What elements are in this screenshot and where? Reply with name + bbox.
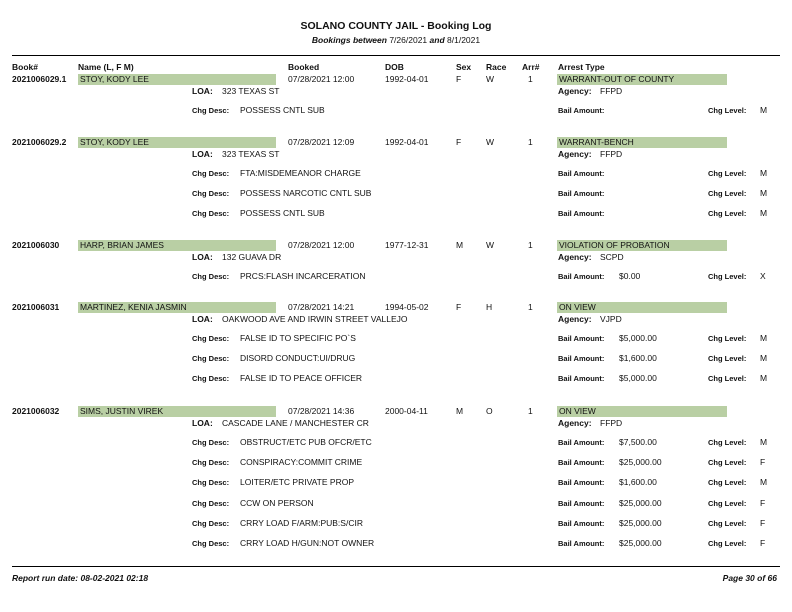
agency-value: FFPD bbox=[600, 149, 623, 159]
loa-label: LOA: bbox=[192, 418, 213, 428]
chg-desc-label: Chg Desc: bbox=[192, 438, 230, 447]
race-value: W bbox=[486, 74, 495, 84]
bail-amount: $1,600.00 bbox=[619, 353, 657, 364]
charge-level: F bbox=[760, 457, 766, 468]
chg-level-label: Chg Level: bbox=[708, 354, 747, 364]
chg-level-label: Chg Level: bbox=[708, 334, 747, 343]
bail-amount: $0.00 bbox=[619, 271, 641, 281]
bail-amount: $5,000.00 bbox=[619, 333, 657, 343]
charge-level: M bbox=[760, 477, 768, 488]
sex-value: F bbox=[456, 302, 462, 312]
col-book: Book# bbox=[12, 62, 38, 72]
bail-amount: $1,600.00 bbox=[619, 477, 657, 488]
bail-amount: $25,000.00 bbox=[619, 517, 662, 528]
inmate-name: STOY, KODY LEE bbox=[80, 137, 149, 147]
booking-number: 2021006029.1 bbox=[12, 74, 67, 84]
charge-description: CRRY LOAD H/GUN:NOT OWNER bbox=[240, 538, 375, 548]
chg-desc-label: Chg Desc: bbox=[192, 272, 230, 281]
subtitle-prefix: Bookings between bbox=[311, 35, 387, 45]
header-divider bbox=[12, 55, 780, 56]
chg-level-label: Chg Level: bbox=[708, 539, 747, 548]
chg-level-label: Chg Level: bbox=[708, 272, 747, 281]
chg-desc-label: Chg Desc: bbox=[192, 458, 230, 468]
charge-description: CRRY LOAD F/ARM:PUB:S/CIR bbox=[240, 517, 363, 528]
agency-label: Agency: bbox=[558, 314, 592, 324]
loa-label: LOA: bbox=[192, 86, 213, 96]
chg-desc-label: Chg Desc: bbox=[192, 334, 230, 343]
arrest-type: VIOLATION OF PROBATION bbox=[559, 240, 670, 250]
chg-desc-label: Chg Desc: bbox=[192, 539, 230, 548]
arrest-type: WARRANT-OUT OF COUNTY bbox=[559, 74, 675, 84]
bail-amount-label: Bail Amount: bbox=[558, 334, 605, 343]
bail-amount-label: Bail Amount: bbox=[558, 539, 605, 548]
chg-level-label: Chg Level: bbox=[708, 518, 747, 528]
bail-amount: $5,000.00 bbox=[619, 373, 657, 384]
chg-desc-label: Chg Desc: bbox=[192, 189, 230, 199]
loa-value: 323 TEXAS ST bbox=[222, 149, 280, 159]
charge-level: M bbox=[760, 353, 768, 364]
charge-description: FALSE ID TO SPECIFIC PO`S bbox=[240, 333, 356, 343]
chg-level-label: Chg Level: bbox=[708, 498, 747, 508]
chg-desc-label: Chg Desc: bbox=[192, 169, 230, 178]
race-value: W bbox=[486, 240, 495, 250]
chg-level-label: Chg Level: bbox=[708, 478, 747, 488]
date-of-birth: 1994-05-02 bbox=[385, 302, 429, 312]
charge-level: M bbox=[760, 105, 768, 115]
booked-datetime: 07/28/2021 12:00 bbox=[288, 240, 355, 250]
chg-desc-label: Chg Desc: bbox=[192, 354, 230, 364]
chg-level-label: Chg Level: bbox=[708, 458, 747, 468]
agency-value: SCPD bbox=[600, 252, 624, 262]
charge-description: POSSESS CNTL SUB bbox=[240, 208, 325, 219]
charge-description: CONSPIRACY:COMMIT CRIME bbox=[240, 457, 363, 468]
charge-description: OBSTRUCT/ETC PUB OFCR/ETC bbox=[240, 437, 372, 447]
charge-level: F bbox=[760, 517, 766, 528]
charge-level: F bbox=[760, 538, 766, 548]
bail-amount-label: Bail Amount: bbox=[558, 458, 605, 468]
col-arr: Arr# bbox=[522, 62, 540, 72]
date-of-birth: 1992-04-01 bbox=[385, 74, 429, 84]
arrest-type: WARRANT-BENCH bbox=[559, 137, 634, 147]
sex-value: F bbox=[456, 137, 462, 147]
col-sex: Sex bbox=[456, 62, 472, 72]
inmate-name: HARP, BRIAN JAMES bbox=[80, 240, 164, 250]
booking-number: 2021006029.2 bbox=[12, 137, 67, 147]
booking-number: 2021006031 bbox=[12, 302, 60, 312]
inmate-name: STOY, KODY LEE bbox=[80, 74, 149, 84]
report-title: SOLANO COUNTY JAIL - Booking Log bbox=[300, 20, 492, 32]
charge-description: FTA:MISDEMEANOR CHARGE bbox=[240, 168, 361, 178]
arrest-type: ON VIEW bbox=[559, 302, 596, 312]
sex-value: M bbox=[456, 406, 464, 416]
charge-level: M bbox=[760, 188, 768, 199]
report-subtitle bbox=[0, 35, 792, 45]
agency-label: Agency: bbox=[558, 149, 592, 159]
chg-desc-label: Chg Desc: bbox=[192, 209, 230, 219]
charge-level: M bbox=[760, 208, 768, 219]
bail-amount-label: Bail Amount: bbox=[558, 438, 605, 447]
booked-datetime: 07/28/2021 14:36 bbox=[288, 406, 355, 416]
booking-number: 2021006032 bbox=[12, 406, 60, 416]
bail-amount-label: Bail Amount: bbox=[558, 518, 605, 528]
charge-description: PRCS:FLASH INCARCERATION bbox=[240, 271, 366, 281]
footer-divider bbox=[12, 566, 780, 567]
inmate-name: MARTINEZ, KENIA JASMIN bbox=[80, 302, 187, 312]
charge-level: F bbox=[760, 497, 766, 508]
loa-label: LOA: bbox=[192, 252, 213, 262]
chg-desc-label: Chg Desc: bbox=[192, 478, 230, 488]
bail-amount: $25,000.00 bbox=[619, 538, 662, 548]
arrest-count: 1 bbox=[528, 406, 533, 416]
charge-description: FALSE ID TO PEACE OFFICER bbox=[240, 373, 363, 384]
chg-desc-label: Chg Desc: bbox=[192, 498, 230, 508]
chg-level-label: Chg Level: bbox=[708, 438, 747, 447]
date-from: 7/26/2021 bbox=[389, 35, 428, 45]
chg-level-label: Chg Level: bbox=[708, 189, 747, 199]
inmate-name: SIMS, JUSTIN VIREK bbox=[80, 406, 164, 416]
chg-level-label: Chg Level: bbox=[708, 209, 747, 219]
col-booked: Booked bbox=[288, 62, 320, 72]
chg-desc-label: Chg Desc: bbox=[192, 518, 230, 528]
race-value: H bbox=[486, 302, 493, 312]
col-arrest-type: Arrest Type bbox=[558, 62, 605, 72]
sex-value: M bbox=[456, 240, 464, 250]
booking-number: 2021006030 bbox=[12, 240, 60, 250]
col-race: Race bbox=[486, 62, 507, 72]
charge-description: CCW ON PERSON bbox=[240, 497, 314, 508]
chg-level-label: Chg Level: bbox=[708, 374, 747, 384]
loa-value: 323 TEXAS ST bbox=[222, 86, 280, 96]
col-dob: DOB bbox=[385, 62, 404, 72]
loa-value: OAKWOOD AVE AND IRWIN STREET VALLEJO bbox=[222, 314, 408, 324]
race-value: W bbox=[486, 137, 495, 147]
agency-value: VJPD bbox=[600, 314, 622, 324]
agency-label: Agency: bbox=[558, 252, 592, 262]
chg-level-label: Chg Level: bbox=[708, 106, 747, 115]
booked-datetime: 07/28/2021 12:09 bbox=[288, 137, 355, 147]
report-run-date: Report run date: 08-02-2021 02:18 bbox=[12, 573, 149, 583]
date-of-birth: 1977-12-31 bbox=[385, 240, 429, 250]
race-value: O bbox=[486, 406, 493, 416]
bail-amount-label: Bail Amount: bbox=[558, 374, 605, 384]
chg-level-label: Chg Level: bbox=[708, 169, 747, 178]
loa-label: LOA: bbox=[192, 314, 213, 324]
bail-amount-label: Bail Amount: bbox=[558, 189, 605, 199]
agency-label: Agency: bbox=[558, 86, 592, 96]
bail-amount-label: Bail Amount: bbox=[558, 272, 605, 281]
arrest-count: 1 bbox=[528, 137, 533, 147]
charge-description: DISORD CONDUCT:UI/DRUG bbox=[240, 353, 356, 364]
charge-level: M bbox=[760, 168, 768, 178]
arrest-count: 1 bbox=[528, 302, 533, 312]
date-of-birth: 1992-04-01 bbox=[385, 137, 429, 147]
col-name: Name (L, F M) bbox=[78, 62, 134, 72]
page-number: Page 30 of 66 bbox=[722, 573, 777, 583]
charge-level: M bbox=[760, 333, 768, 343]
loa-label: LOA: bbox=[192, 149, 213, 159]
booked-datetime: 07/28/2021 14:21 bbox=[288, 302, 355, 312]
charge-level: M bbox=[760, 437, 768, 447]
agency-value: FFPD bbox=[600, 418, 623, 428]
loa-value: 132 GUAVA DR bbox=[222, 252, 282, 262]
charge-description: POSSESS NARCOTIC CNTL SUB bbox=[240, 188, 372, 199]
bail-amount-label: Bail Amount: bbox=[558, 106, 605, 115]
loa-value: CASCADE LANE / MANCHESTER CR bbox=[222, 418, 369, 428]
bail-amount-label: Bail Amount: bbox=[558, 169, 605, 178]
date-of-birth: 2000-04-11 bbox=[385, 406, 428, 416]
booked-datetime: 07/28/2021 12:00 bbox=[288, 74, 355, 84]
bail-amount: $25,000.00 bbox=[619, 457, 662, 468]
charge-level: X bbox=[760, 271, 766, 281]
bail-amount-label: Bail Amount: bbox=[558, 498, 605, 508]
bail-amount-label: Bail Amount: bbox=[558, 209, 605, 219]
bail-amount: $25,000.00 bbox=[619, 497, 662, 508]
arrest-count: 1 bbox=[528, 240, 533, 250]
agency-label: Agency: bbox=[558, 418, 592, 428]
charge-description: POSSESS CNTL SUB bbox=[240, 105, 325, 115]
sex-value: F bbox=[456, 74, 462, 84]
agency-value: FFPD bbox=[600, 86, 623, 96]
arrest-count: 1 bbox=[528, 74, 533, 84]
bail-amount-label: Bail Amount: bbox=[558, 354, 605, 364]
chg-desc-label: Chg Desc: bbox=[192, 106, 230, 115]
charge-level: M bbox=[760, 373, 768, 384]
arrest-type: ON VIEW bbox=[559, 406, 596, 416]
chg-desc-label: Chg Desc: bbox=[192, 374, 230, 384]
subtitle-and: and bbox=[429, 35, 445, 45]
charge-description: LOITER/ETC PRIVATE PROP bbox=[240, 477, 354, 488]
bail-amount: $7,500.00 bbox=[619, 437, 657, 447]
bail-amount-label: Bail Amount: bbox=[558, 478, 605, 488]
date-to: 8/1/2021 bbox=[447, 35, 481, 45]
